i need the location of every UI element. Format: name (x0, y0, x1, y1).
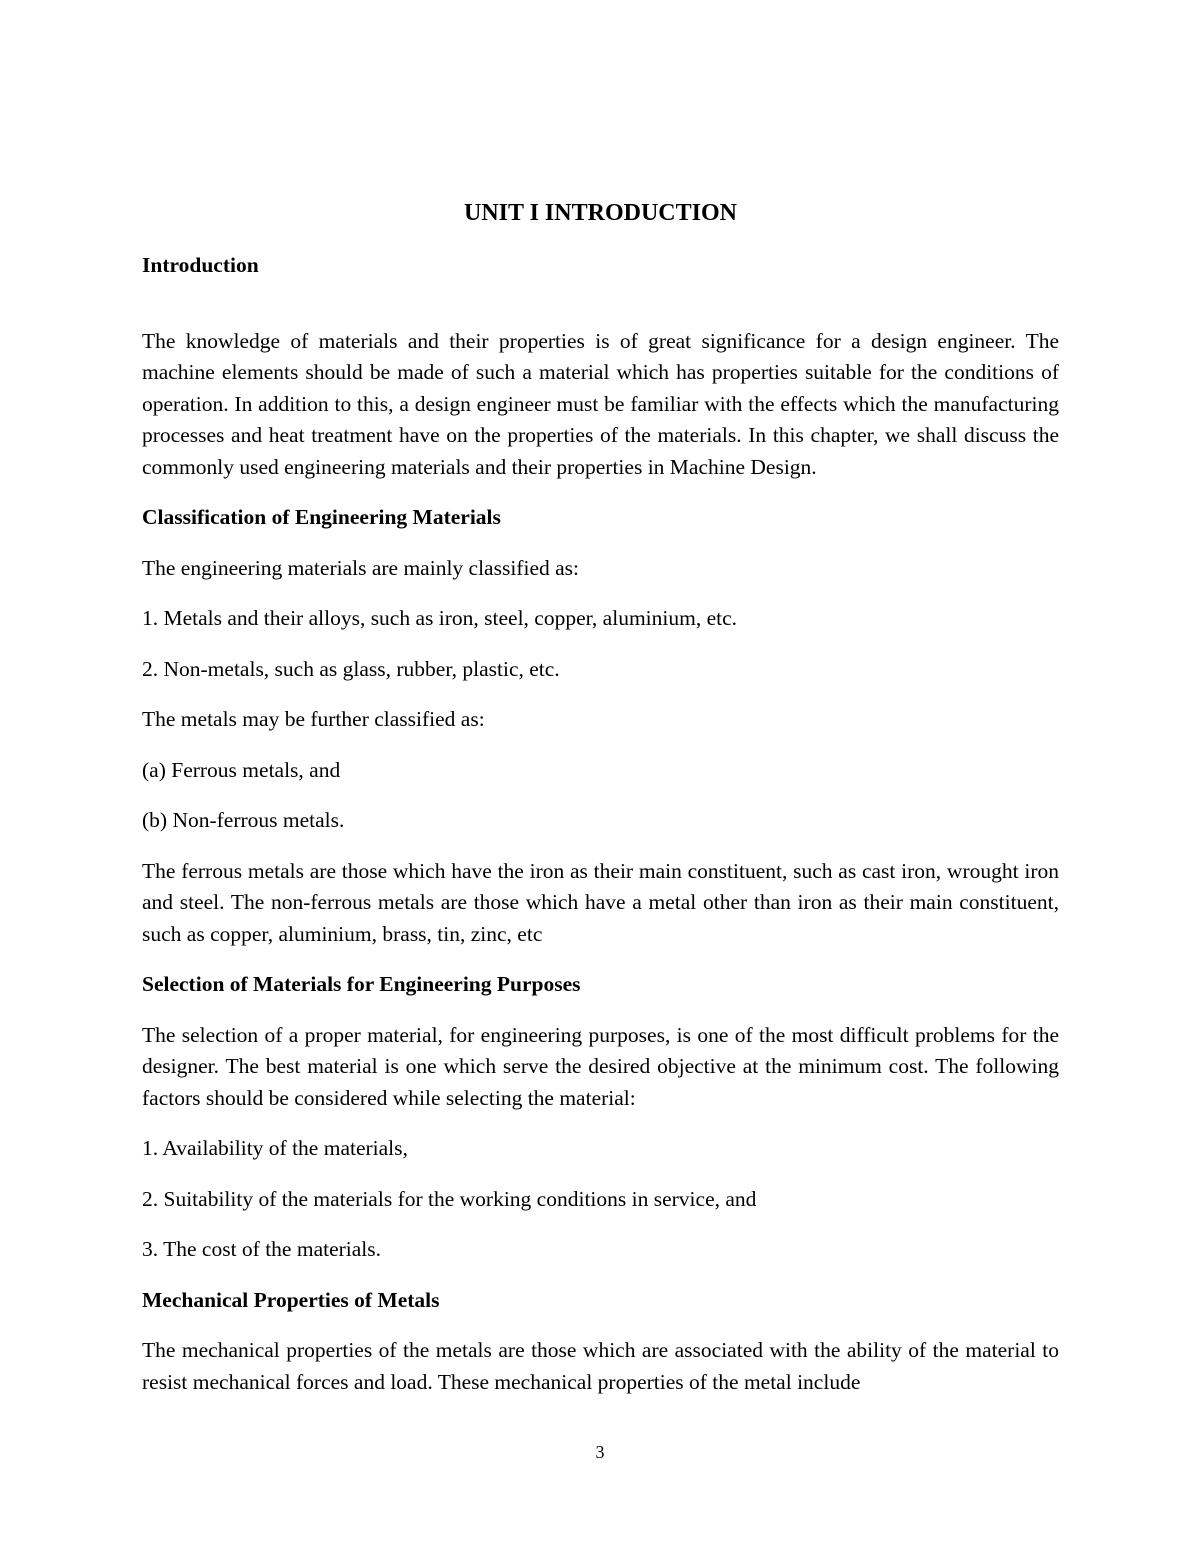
spacer (142, 1266, 1059, 1285)
selection-factor-cost: 3. The cost of the materials. (142, 1237, 382, 1261)
unit-title: UNIT I INTRODUCTION (464, 200, 737, 226)
page-number: 3 (595, 1442, 605, 1462)
spacer (142, 837, 1059, 856)
selection-heading: Selection of Materials for Engineering Purposes (142, 972, 581, 996)
spacer (142, 1165, 1059, 1184)
spacer (142, 282, 1059, 326)
spacer (142, 786, 1059, 805)
mechanical-paragraph: The mechanical properties of the metals are those which are associated with the ability of the material to resist mechanical forces and load. These mechanical properties of the metal include (142, 1338, 1059, 1394)
metal-type-non-ferrous: (b) Non-ferrous metals. (142, 808, 345, 832)
spacer (142, 1316, 1059, 1335)
spacer (142, 1215, 1059, 1234)
spacer (142, 736, 1059, 755)
selection-paragraph: The selection of a proper material, for engineering purposes, is one of the most difficult problems for the designer. The best material is one which serve the desired objective at the minimum cost. The following factors should be considered while selecting the material: (142, 1022, 1059, 1110)
introduction-heading: Introduction (142, 253, 259, 277)
spacer (142, 534, 1059, 553)
classification-heading: Classification of Engineering Materials (142, 505, 501, 529)
ferrous-paragraph: The ferrous metals are those which have the iron as their main constituent, such as cast iron, wrought iron and steel. The non-ferrous metals are those which have a metal other than iron as their main constituent, such as copper, aluminium, brass, tin, zinc, etc (142, 858, 1059, 946)
metal-type-ferrous: (a) Ferrous metals, and (142, 757, 341, 782)
spacer (142, 584, 1059, 603)
page-content (142, 196, 1059, 1398)
spacer (142, 483, 1059, 502)
spacer (142, 685, 1059, 704)
spacer (142, 950, 1059, 969)
introduction-paragraph: The knowledge of materials and their properties is of great significance for a design engineer. The machine elements should be made of such a material which has properties suitable for the conditions of operation. In addition to this, a design engineer must be familiar with the effects which the manufacturing processes and heat treatment have on the properties of the materials. In this chapter, we shall discuss the commonly used engineering materials and their properties in Machine Design. (142, 328, 1059, 479)
spacer (142, 1001, 1059, 1020)
classification-item-metals: 1. Metals and their alloys, such as iron, steel, copper, aluminium, etc. (142, 606, 738, 630)
selection-factor-suitability: 2. Suitability of the materials for the working conditions in service, and (142, 1186, 757, 1211)
spacer (142, 635, 1059, 654)
spacer (142, 1114, 1059, 1133)
classification-lead: The engineering materials are mainly classified as: (142, 555, 579, 580)
metals-classification-lead: The metals may be further classified as: (142, 707, 485, 731)
selection-factor-availability: 1. Availability of the materials, (142, 1136, 408, 1160)
mechanical-heading: Mechanical Properties of Metals (142, 1287, 440, 1312)
classification-item-non-metals: 2. Non-metals, such as glass, rubber, plastic, etc. (142, 656, 560, 681)
